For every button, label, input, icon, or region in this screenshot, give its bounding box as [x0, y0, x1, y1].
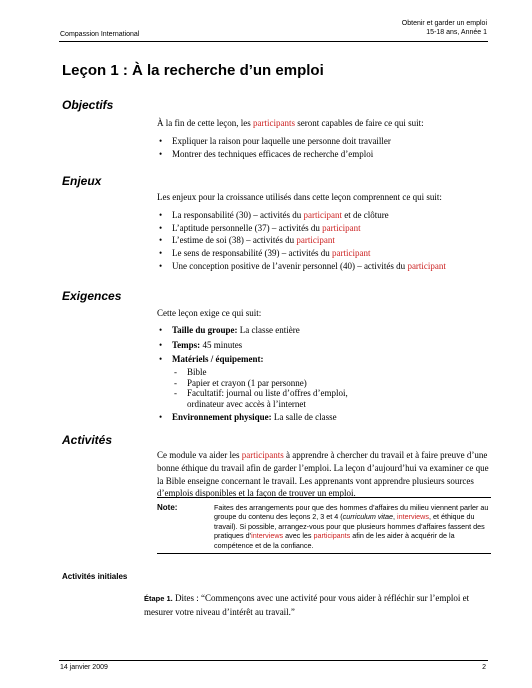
section-heading-objectifs: Objectifs [62, 98, 114, 112]
list-item: • Expliquer la raison pour laquelle une personne doit travailler [157, 135, 492, 148]
course-title: Obtenir et garder un emploi [401, 20, 487, 27]
note-box [157, 497, 491, 554]
objectifs-intro: À la fin de cette leçon, les participants seront capables de faire ce qui suit: [157, 118, 424, 128]
list-item: • Une conception positive de l’avenir personnel (40) – activités du participant [157, 260, 492, 273]
note-text: Faites des arrangements pour que des hommes d’affaires du milieu viennent parler au groupe du contenu des leçons 2, 3 et 4 (curriculum vitae, interviews, et éthique du travail). Si possible, arrangez-vous pour que plusieurs hommes d’affaires fassent des pratiques d’interviews avec les participants afin de les aider à acquérir de la compétence et de la confiance. [214, 503, 489, 550]
list-item: • L’aptitude personnelle (37) – activités du participant [157, 222, 492, 235]
section-heading-enjeux: Enjeux [62, 174, 102, 188]
step-1 [144, 592, 492, 619]
highlight-participant: participant [296, 235, 335, 246]
running-header-right [402, 19, 487, 37]
exigences-list [157, 324, 492, 424]
section-heading-activites: Activités [62, 433, 113, 447]
list-item: • La responsabilité (30) – activités du participant et de clôture [157, 209, 492, 222]
highlight-participants: participants [241, 450, 284, 460]
activites-paragraph: Ce module va aider les participants à apprendre à chercher du travail et à faire preuve d’une bonne éthique du travail afin de garder l’emploi. La leçon d’aujourd’hui va examiner ce que la Bible enseigne concernant le travail. Les apprenants vont apprendre plusieurs sources d’emplois disponibles et la façon de trouver un emploi. [157, 450, 489, 499]
header-rule [59, 41, 488, 42]
highlight-participants: participants [252, 118, 295, 128]
enjeux-list [157, 209, 492, 273]
exigences-intro: Cette leçon exige ce qui suit: [157, 308, 262, 318]
section-heading-exigences: Exigences [62, 289, 122, 303]
materiels-list [172, 367, 362, 409]
step-text: Dites : “Commençons avec une activité pour vous aider à réfléchir sur l’emploi et mesurer votre niveau d’intérêt au travail.” [144, 593, 470, 617]
footer-rule [59, 660, 488, 661]
objectifs-list [157, 135, 492, 161]
list-item: • L’estime de soi (38) – activités du participant [157, 234, 492, 247]
sub-list-item: - Bible [172, 367, 362, 378]
footer-date: 14 janvier 2009 [60, 664, 108, 671]
highlight-participant: participant [407, 260, 446, 271]
course-level: 15-18 ans, Année 1 [426, 29, 487, 36]
list-item: • Taille du groupe: La classe entière [157, 324, 492, 337]
list-item: • Matériels / équipement: - Bible - Papier et crayon (1 par personne) - Facultatif: journal ou liste d’offres d’emploi, ordinateur avec accès à l’internet [157, 353, 492, 409]
subheading-activites-initiales: Activités initiales [62, 572, 128, 581]
highlight-interviews: interviews [251, 531, 284, 541]
exigences-body [157, 307, 492, 424]
highlight-participant: participant [303, 209, 342, 220]
page-title: Leçon 1 : À la recherche d’un emploi [62, 62, 324, 79]
page-number: 2 [482, 664, 486, 671]
enjeux-intro: Les enjeux pour la croissance utilisés dans cette leçon comprennent ce qui suit: [157, 192, 442, 202]
running-header-left: Compassion International [60, 31, 140, 38]
activites-body [157, 449, 492, 500]
list-item: • Le sens de responsabilité (39) – activités du participant [157, 247, 492, 260]
step-label: Étape 1. [144, 594, 173, 603]
highlight-participants: participants [313, 531, 351, 541]
note-label: Note: [157, 503, 178, 512]
highlight-interviews: interviews [397, 512, 429, 522]
list-item: • Environnement physique: La salle de classe [157, 411, 492, 424]
sub-list-item: - Facultatif: journal ou liste d’offres d’emploi, ordinateur avec accès à l’internet [172, 388, 362, 409]
highlight-participant: participant [322, 222, 361, 233]
highlight-participant: participant [331, 248, 371, 259]
objectifs-body [157, 117, 492, 160]
sub-list-item: - Papier et crayon (1 par personne) [172, 378, 362, 389]
enjeux-body [157, 191, 492, 273]
list-item: • Montrer des techniques efficaces de recherche d’emploi [157, 148, 492, 161]
list-item: • Temps: 45 minutes [157, 339, 492, 352]
